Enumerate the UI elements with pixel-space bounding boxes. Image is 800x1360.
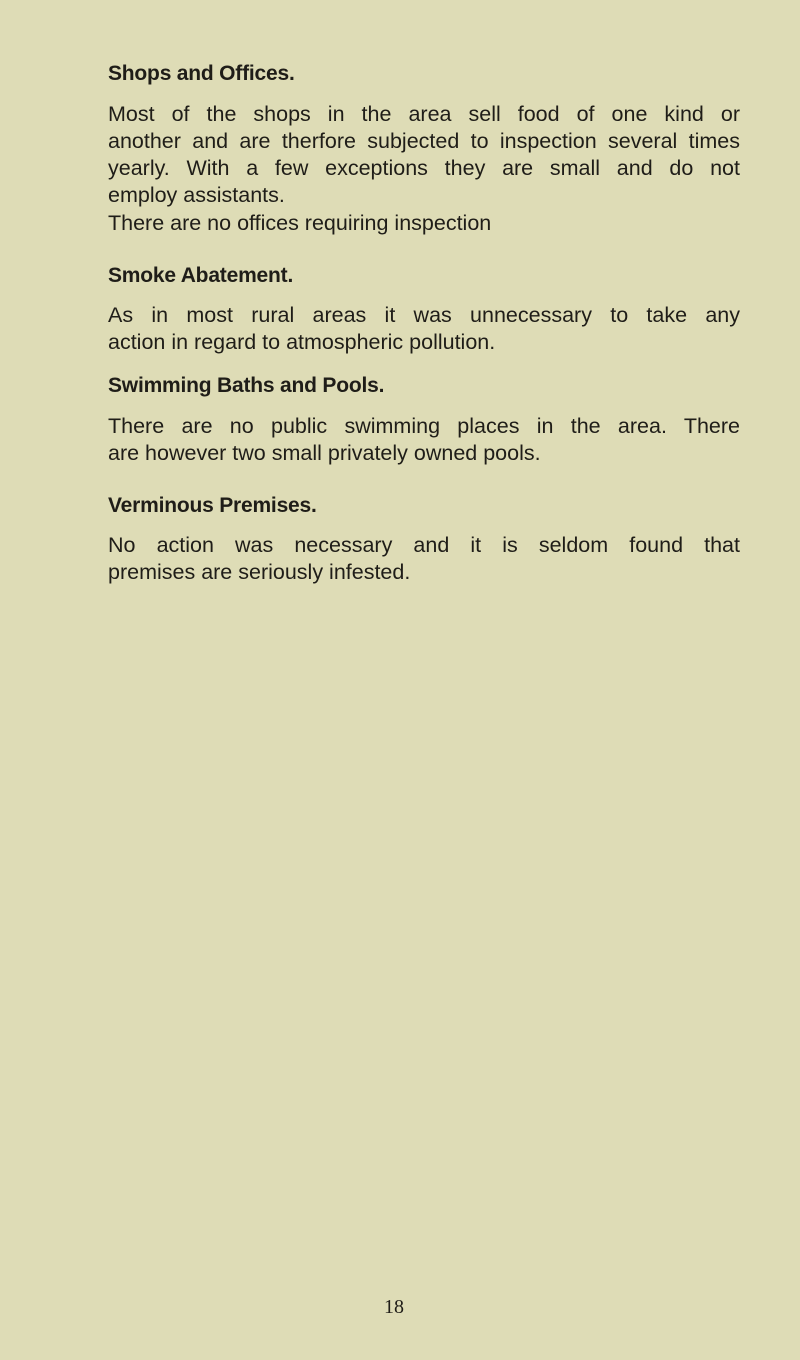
section-heading-smoke-abatement: Smoke Abatement. bbox=[108, 264, 294, 287]
section-heading-shops-and-offices: Shops and Offices. bbox=[108, 62, 295, 85]
page-number: 18 bbox=[384, 1296, 404, 1318]
text-line: There are no public swimming places in the area. There bbox=[108, 414, 740, 438]
paragraph-offices bbox=[108, 210, 740, 237]
text-line: premises are seriously infested. bbox=[108, 560, 411, 584]
text-line: employ assistants. bbox=[108, 183, 285, 207]
section-heading-swimming-baths: Swimming Baths and Pools. bbox=[108, 374, 385, 397]
text-line: yearly. With a few exceptions they are small and do not bbox=[108, 156, 740, 180]
text-line: No action was necessary and it is seldom found that bbox=[108, 533, 740, 557]
text-line: action in regard to atmospheric pollution. bbox=[108, 330, 496, 354]
text-line: As in most rural areas it was unnecessary to take any bbox=[108, 303, 740, 327]
paragraph-swimming-baths bbox=[108, 413, 740, 467]
paragraph-smoke-abatement bbox=[108, 302, 740, 356]
section-heading-verminous-premises: Verminous Premises. bbox=[108, 494, 317, 517]
text-line: another and are therfore subjected to inspection several times bbox=[108, 129, 740, 153]
paragraph-shops bbox=[108, 101, 740, 209]
text-line: are however two small privately owned pools. bbox=[108, 441, 541, 465]
text-line: There are no offices requiring inspection bbox=[108, 211, 492, 235]
paragraph-verminous-premises bbox=[108, 532, 740, 586]
text-line: Most of the shops in the area sell food of one kind or bbox=[108, 102, 740, 126]
